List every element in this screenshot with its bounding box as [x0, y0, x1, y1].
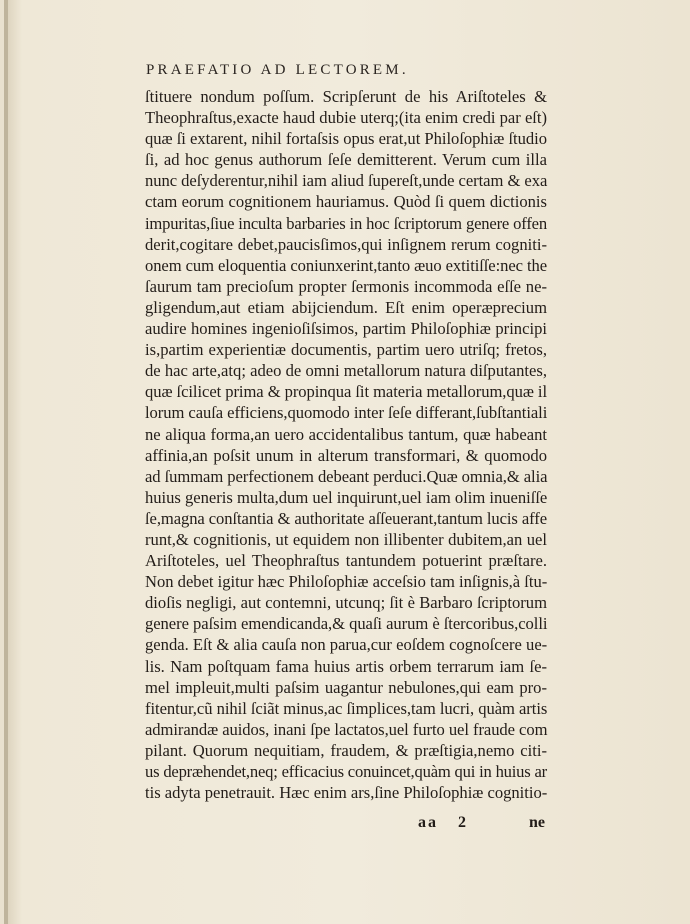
- text-line: Non debet igitur hæc Philoſophiæ acceſsio tam inſignis,à ſtu-: [145, 572, 548, 592]
- text-line: genda. Eſt & alia cauſa non parua,cur eoſdem cognoſcere ue-: [145, 635, 548, 655]
- text-line: lorum cauſa efficiens,quomodo inter ſeſe differant,ſubſtantiali: [145, 403, 548, 423]
- text-line: lis. Nam poſtquam fama huius artis orbem terrarum iam ſe-: [145, 656, 547, 676]
- page-edge: [4, 0, 8, 924]
- text-line: ſi, ad hoc genus authorum ſeſe demitterent. Verum cum illa: [145, 150, 547, 170]
- text-line: onem cum eloquentia coniunxerint,tanto æuo extitiſſe:nec the: [145, 255, 547, 275]
- text-line: quæ ſi extarent, nihil fortaſsis opus erat,ut Philoſophiæ ſtudio: [145, 129, 547, 149]
- text-line: Theophraſtus,exacte haud dubie uterq;(ita enim credi par eſt): [145, 108, 547, 128]
- text-line: is,partim experientiæ documentis, partim uero utriſq; fretos,: [145, 340, 547, 360]
- text-line: runt,& cognitionis, ut equidem non illibenter dubitem,an uel: [145, 529, 547, 549]
- text-line: genere paſsim emendicanda,& quaſi aurum è ſtercoribus,colli: [145, 614, 548, 634]
- text-line: gligendum,aut etiam abijciendum. Eſt enim operæprecium: [145, 297, 547, 317]
- text-line: admirandæ auidos, inani ſpe lactatos,uel furto uel fraude com: [145, 719, 548, 739]
- text-line: dioſis negligi, aut contemni, utcunq; ſit è Barbaro ſcriptorum: [145, 593, 547, 613]
- text-line: de hac arte,atq; adeo de omni metallorum natura diſputantes,: [145, 361, 547, 381]
- text-line: ſaurum tam precioſum propter ſermonis incommoda eſſe ne-: [145, 276, 547, 296]
- running-header: PRAEFATIO AD LECTOREM.: [146, 62, 409, 78]
- text-line: tis adyta penetrauit. Hæc enim ars,ſine Philoſophiæ cognitio-: [145, 783, 548, 803]
- text-line: derit,cogitare debet,paucisſimos,qui inſignem rerum cogniti-: [145, 234, 547, 254]
- text-line: huius generis multa,dum uel inquirunt,uel iam olim inueniſſe: [145, 487, 548, 507]
- text-line: mel impleuit,multi paſsim uagantur nebulones,qui eam pro-: [145, 677, 547, 697]
- text-line: fitentur,cũ nihil ſciãt minus,ac ſimplices,tam lucri, quàm artis: [145, 698, 548, 718]
- text-line: audire homines ingenioſiſsimos, partim Philoſophiæ principi: [145, 319, 547, 339]
- text-line: ctam eorum cognitionem hauriamus. Quòd ſi quem dictionis: [145, 192, 547, 212]
- text-line: impuritas,ſiue inculta barbaries in hoc ſcriptorum genere offen: [145, 213, 547, 233]
- body-text: [145, 86, 547, 803]
- text-line: ſtituere nondum poſſum. Scripſerunt de his Ariſtoteles &: [145, 87, 547, 106]
- text-line: affinia,an poſsit unum in alterum transformari, & quomodo: [145, 445, 547, 465]
- text-line: Ariſtoteles, uel Theophraſtus tantundem potuerint præſtare.: [145, 551, 547, 571]
- text-line: ad ſummam perfectionem debeant perduci.Quæ omnia,& alia: [145, 466, 548, 486]
- text-line: us depræhendet,neq; efficacius conuincet,quàm qui in huius ar: [145, 762, 547, 781]
- text-line: ne aliqua forma,an uero accidentalibus tantum, quæ habeant: [145, 424, 547, 444]
- text-line: nunc deſyderentur,nihil iam aliud ſupereſt,unde certam & exa: [145, 171, 548, 191]
- text-line: ſe,magna conſtantia & authoritate aſſeuerant,tantum lucis affe: [145, 508, 548, 528]
- signature-mark: aa 2: [418, 814, 468, 831]
- text-line: pilant. Quorum nequitiam, fraudem, & præſtigia,nemo citi-: [145, 740, 547, 760]
- catchword: ne: [529, 814, 545, 831]
- text-line: quæ ſcilicet prima & propinqua ſit materia metallorum,quæ il: [145, 382, 547, 402]
